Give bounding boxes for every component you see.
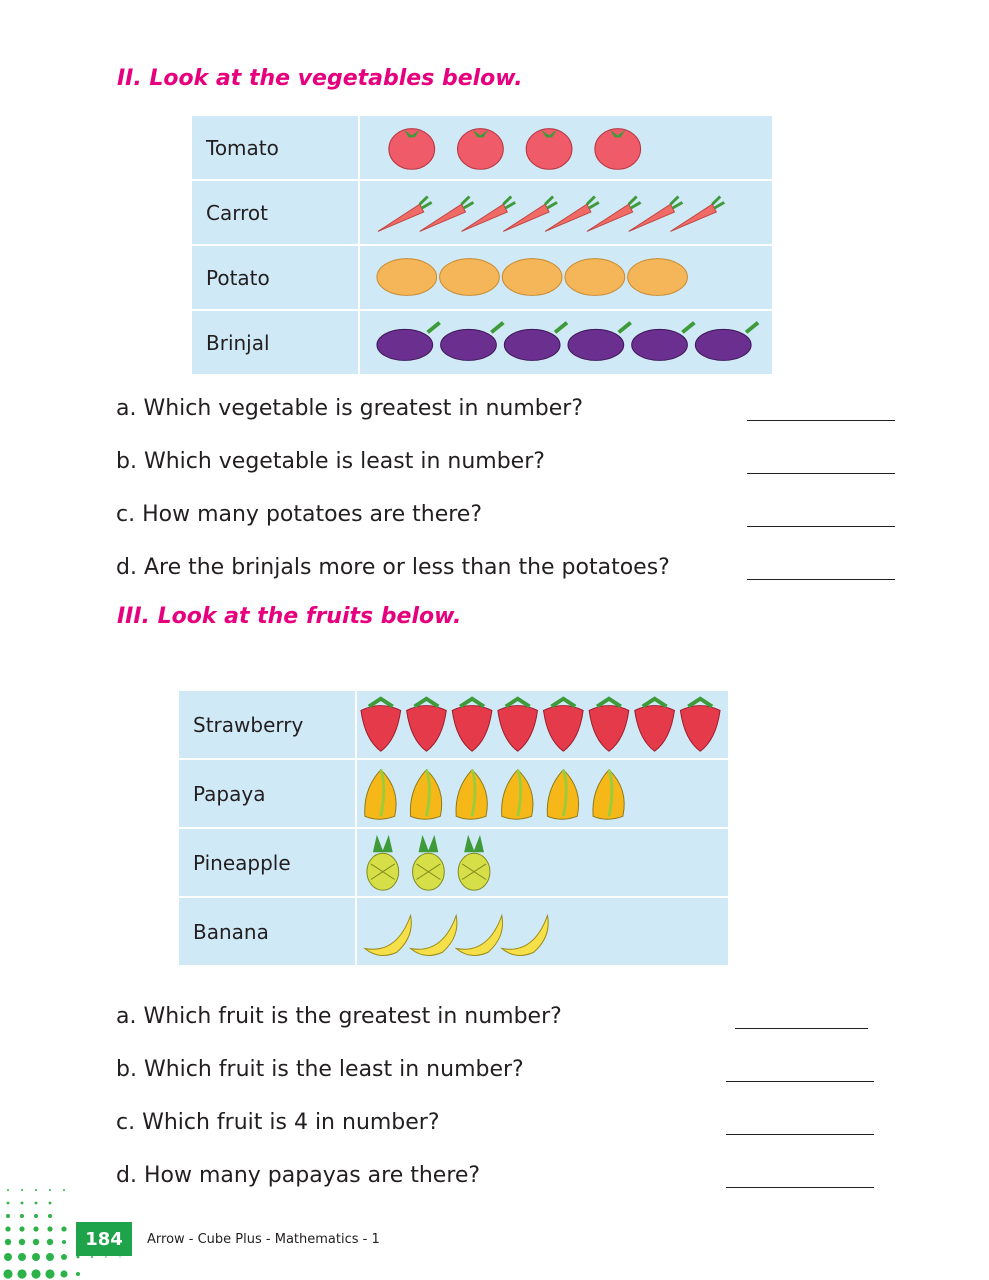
- pictograph-row-banana: [178, 897, 729, 966]
- row-label: Carrot: [191, 180, 359, 245]
- brinjal-icon: [504, 323, 567, 361]
- answer-blank-3c[interactable]: [726, 1134, 874, 1135]
- brinjal-icon: [377, 323, 440, 361]
- answer-blank-3a[interactable]: [735, 1028, 868, 1029]
- brinjal-icons: [360, 311, 772, 374]
- row-icons: [356, 759, 729, 828]
- strawberry-icon: [361, 699, 401, 751]
- banana-icon: [411, 915, 457, 955]
- question-2c: c. How many potatoes are there?: [116, 502, 482, 527]
- papaya-icon: [502, 770, 533, 820]
- question-3b: b. Which fruit is the least in number?: [116, 1057, 524, 1082]
- answer-blank-3b[interactable]: [726, 1081, 874, 1082]
- brinjal-icon: [632, 323, 695, 361]
- row-icons: [356, 690, 729, 759]
- vegetables-pictograph: [190, 114, 774, 376]
- pineapple-icon: [367, 835, 399, 890]
- question-3d: d. How many papayas are there?: [116, 1163, 481, 1188]
- row-label: Papaya: [178, 759, 356, 828]
- strawberry-icon: [680, 699, 720, 751]
- carrot-icons: [360, 181, 772, 244]
- question-2b: b. Which vegetable is least in number?: [116, 449, 545, 474]
- question-2d: d. Are the brinjals more or less than the potatoes?: [116, 555, 670, 580]
- papaya-icon: [365, 770, 396, 820]
- papaya-icon: [547, 770, 578, 820]
- question-2a: a. Which vegetable is greatest in number?: [116, 396, 584, 421]
- potato-icon: [628, 259, 688, 296]
- answer-blank-2c[interactable]: [747, 526, 895, 527]
- pineapple-icon: [458, 835, 490, 890]
- tomato-icon: [526, 129, 572, 170]
- tomato-icons: [360, 116, 772, 179]
- banana-icons: [357, 898, 728, 965]
- row-icons: [356, 828, 729, 897]
- carrot-icon: [629, 197, 683, 232]
- strawberry-icon: [407, 699, 447, 751]
- carrot-icon: [587, 197, 641, 232]
- answer-blank-2a[interactable]: [747, 420, 895, 421]
- pineapple-icon: [413, 835, 445, 890]
- potato-icons: [360, 246, 772, 309]
- papaya-icons: [357, 760, 728, 827]
- row-label: Banana: [178, 897, 356, 966]
- row-label: Tomato: [191, 115, 359, 180]
- page-number: 184: [76, 1222, 132, 1256]
- question-3c: c. Which fruit is 4 in number?: [116, 1110, 440, 1135]
- papaya-icon: [456, 770, 487, 820]
- strawberry-icon: [543, 699, 583, 751]
- tomato-icon: [458, 129, 504, 170]
- pictograph-row-brinjal: [191, 310, 773, 375]
- pictograph-row-potato: [191, 245, 773, 310]
- pictograph-row-papaya: [178, 759, 729, 828]
- row-label: Pineapple: [178, 828, 356, 897]
- carrot-icon: [503, 197, 557, 232]
- footer-text: Arrow - Cube Plus - Mathematics - 1: [147, 1232, 380, 1247]
- row-icons: [359, 115, 773, 180]
- row-label: Potato: [191, 245, 359, 310]
- strawberry-icon: [635, 699, 675, 751]
- section-2-heading: II. Look at the vegetables below.: [117, 66, 523, 91]
- carrot-icon: [378, 197, 432, 232]
- banana-icon: [456, 915, 502, 955]
- strawberry-icons: [357, 691, 728, 758]
- brinjal-icon: [441, 323, 504, 361]
- row-label: Strawberry: [178, 690, 356, 759]
- potato-icon: [502, 259, 562, 296]
- carrot-icon: [420, 197, 474, 232]
- carrot-icon: [670, 197, 724, 232]
- strawberry-icon: [589, 699, 629, 751]
- brinjal-icon: [568, 323, 631, 361]
- fruits-pictograph: [177, 689, 730, 967]
- carrot-icon: [545, 197, 599, 232]
- row-label: Brinjal: [191, 310, 359, 375]
- section-3-heading: III. Look at the fruits below.: [117, 604, 462, 629]
- pineapple-icons: [357, 829, 728, 896]
- strawberry-icon: [452, 699, 492, 751]
- row-icons: [356, 897, 729, 966]
- brinjal-icon: [695, 323, 758, 361]
- potato-icon: [440, 259, 500, 296]
- row-icons: [359, 310, 773, 375]
- tomato-icon: [595, 129, 641, 170]
- papaya-icon: [593, 770, 624, 820]
- banana-icon: [365, 915, 411, 955]
- strawberry-icon: [498, 699, 538, 751]
- papaya-icon: [410, 770, 441, 820]
- potato-icon: [377, 259, 437, 296]
- pictograph-row-tomato: [191, 115, 773, 180]
- carrot-icon: [462, 197, 516, 232]
- row-icons: [359, 245, 773, 310]
- question-3a: a. Which fruit is the greatest in number?: [116, 1004, 562, 1029]
- answer-blank-2b[interactable]: [747, 473, 895, 474]
- pictograph-row-strawberry: [178, 690, 729, 759]
- row-icons: [359, 180, 773, 245]
- answer-blank-2d[interactable]: [747, 579, 895, 580]
- answer-blank-3d[interactable]: [726, 1187, 874, 1188]
- pictograph-row-carrot: [191, 180, 773, 245]
- banana-icon: [502, 915, 548, 955]
- pictograph-row-pineapple: [178, 828, 729, 897]
- tomato-icon: [389, 129, 435, 170]
- potato-icon: [565, 259, 625, 296]
